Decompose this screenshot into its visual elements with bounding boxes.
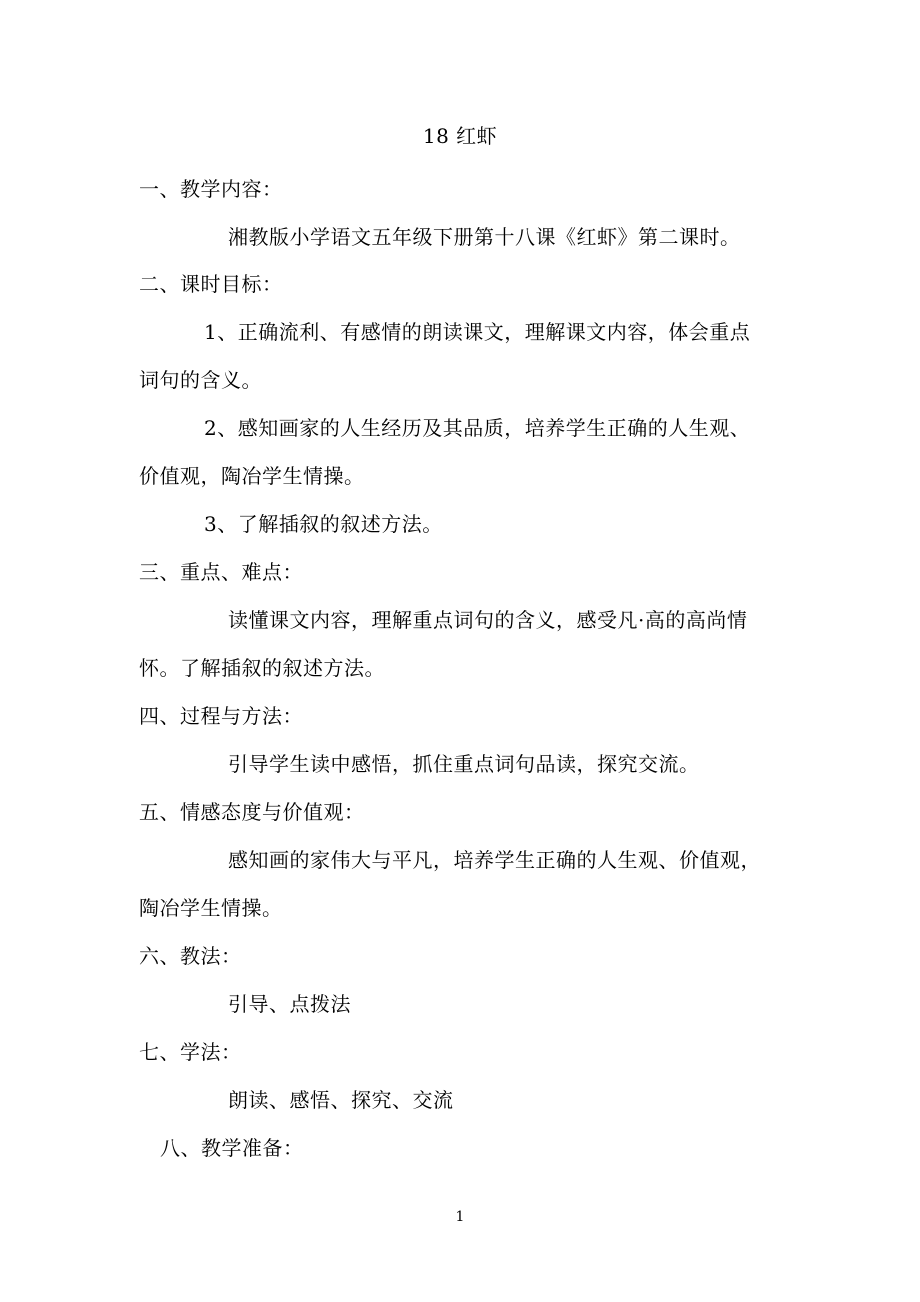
- paragraph-line: 引导、点拨法: [228, 992, 351, 1016]
- paragraph-line: 1、正确流利、有感情的朗读课文，理解课文内容，体会重点: [204, 320, 751, 344]
- paragraph-line: 朗读、感悟、探究、交流: [228, 1088, 454, 1112]
- paragraph-line: 3、了解插叙的叙述方法。: [204, 512, 443, 536]
- paragraph-line: 读懂课文内容，理解重点词句的含义，感受凡·高的高尚情: [228, 608, 748, 632]
- paragraph-line: 引导学生读中感悟，抓住重点词句品读，探究交流。: [228, 752, 700, 776]
- section-heading-teaching-preparation: 八、教学准备：: [160, 1136, 304, 1160]
- page-number: 1: [455, 1209, 465, 1225]
- paragraph-line: 价值观，陶冶学生情操。: [139, 464, 365, 488]
- paragraph-line: 陶冶学生情操。: [139, 896, 283, 920]
- paragraph-line: 2、感知画家的人生经历及其品质，培养学生正确的人生观、: [204, 416, 751, 440]
- section-heading-process-method: 四、过程与方法：: [139, 704, 303, 728]
- paragraph-line: 怀。了解插叙的叙述方法。: [139, 656, 385, 680]
- section-heading-learning-method: 七、学法：: [139, 1040, 242, 1064]
- section-heading-teaching-method: 六、教法：: [139, 944, 242, 968]
- section-heading-lesson-goals: 二、课时目标：: [139, 272, 283, 296]
- paragraph-line: 感知画的家伟大与平凡，培养学生正确的人生观、价值观，: [228, 848, 761, 872]
- paragraph-line: 词句的含义。: [139, 368, 262, 392]
- document-title: 18 红虾: [422, 124, 498, 148]
- paragraph-line: 湘教版小学语文五年级下册第十八课《红虾》第二课时。: [228, 225, 741, 249]
- section-heading-teaching-content: 一、教学内容：: [139, 177, 283, 201]
- section-heading-key-difficult-points: 三、重点、难点：: [139, 560, 303, 584]
- section-heading-attitude-values: 五、情感态度与价值观：: [139, 800, 365, 824]
